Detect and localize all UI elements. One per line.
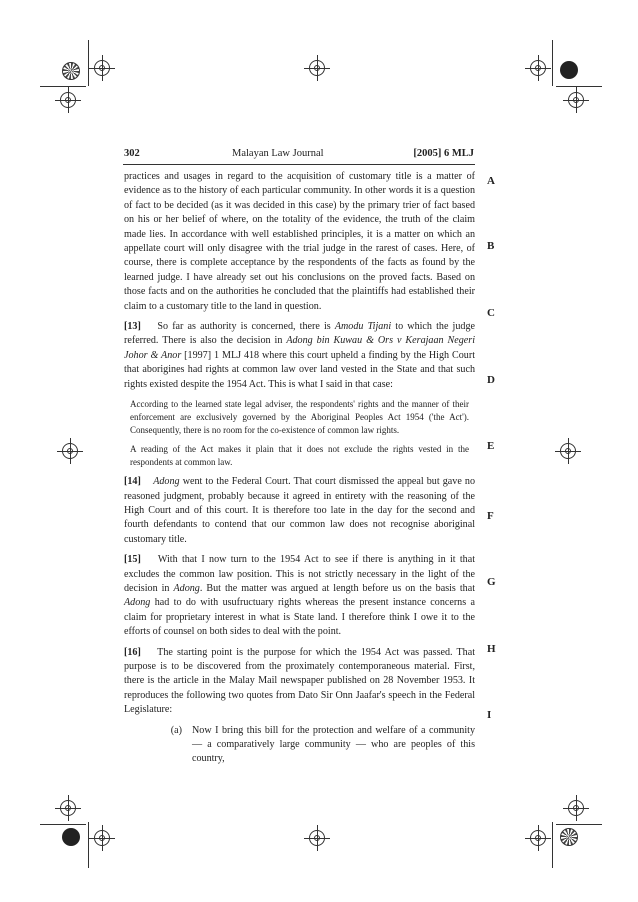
registration-mark-icon	[94, 830, 110, 846]
registration-mark-icon	[530, 830, 546, 846]
margin-letter: A	[487, 175, 495, 187]
registration-mark-icon	[309, 830, 325, 846]
block-quote: A reading of the Act makes it plain that it does not exclude the rights vested in the respondents at common law.	[130, 444, 469, 468]
solid-circle-icon	[560, 61, 578, 79]
item-text: Now I bring this bill for the protection and welfare of a community — a comparatively large community — who are peoples of this country,	[192, 724, 475, 765]
margin-letter: H	[487, 643, 496, 655]
quoted-item-a	[124, 724, 475, 767]
paragraph-16: [16] The starting point is the purpose for which the 1954 Act was passed. That purpose is to be discovered from the proximately contemporaneous material. First, there is the article in the Malay Mail newspaper published on 28 November 1953. It reproduces the following two quotes from Dato Sir Onn Jaafar's speech in the Federal Legislature:	[124, 646, 475, 716]
page-number: 302	[124, 148, 140, 159]
journal-title: Malayan Law Journal	[232, 148, 324, 159]
case-name: Adong bin Kuwau & Ors v Kerajaan Negeri Johor & Anor	[124, 335, 475, 361]
margin-letter: I	[487, 709, 492, 721]
registration-mark-icon	[560, 443, 576, 459]
margin-letter: F	[487, 510, 494, 522]
registration-mark-icon	[62, 443, 78, 459]
paragraph-number: [16]	[124, 646, 141, 658]
paragraph-number: [15]	[124, 554, 141, 566]
margin-letter: C	[487, 307, 495, 319]
case-name: Adong	[124, 597, 151, 609]
registration-mark-icon	[530, 60, 546, 76]
margin-letter: G	[487, 576, 496, 588]
registration-mark-icon	[309, 60, 325, 76]
color-wheel-icon	[62, 62, 80, 80]
paragraph-15: [15] With that I now turn to the 1954 Act to see if there is anything in it that excludes the common law position. This is not strictly necessary in the light of the decision in Adong. But the matter was argued at length before us on the basis that Adong had to do with usufructuary rights whereas the present instance concerns a claim for proprietary interest in what is State land. I therefore think I owe it to the efforts of counsel on both sides to deal with the point.	[124, 554, 475, 638]
header-rule	[123, 164, 475, 165]
case-name: Adong	[153, 476, 180, 488]
margin-letter: D	[487, 374, 495, 386]
paragraph-14: [14] Adong went to the Federal Court. That court dismissed the appeal but gave no reasoned judgment, probably because it agreed in entirety with the reasoning of the High Court and of this court. It is therefore too late in the day for the second and fourth defendants to contend that our common law does not recognise aboriginal customary title.	[124, 476, 476, 545]
registration-mark-icon	[94, 60, 110, 76]
margin-letter: E	[487, 440, 495, 452]
paragraph-13: [13] So far as authority is concerned, there is Amodu Tijani to which the judge referred. There is also the decision in Adong bin Kuwau & Ors v Kerajaan Negeri Johor & Anor [1997] 1 MLJ 418 where this court upheld a finding by the High Court that aborigines had rights at common law over land vested in the State and that such rights existed despite the 1954 Act. This is what I said in that case:	[124, 321, 475, 390]
paragraph-number: [13]	[124, 321, 141, 333]
registration-mark-icon	[60, 800, 76, 816]
solid-circle-icon	[62, 828, 80, 846]
registration-mark-icon	[568, 800, 584, 816]
journal-citation: [2005] 6 MLJ	[413, 148, 474, 159]
judgment-body	[124, 170, 475, 767]
case-name: Adong	[173, 582, 200, 594]
registration-mark-icon	[60, 92, 76, 108]
case-name: Amodu Tijani	[334, 321, 392, 333]
item-label: (a)	[170, 724, 182, 736]
paragraph-continuation: practices and usages in regard to the acquisition of customary title is a matter of evidence as to the history of each particular community. In other words it is a question of fact to be decided (as it was decided in this case) by the primary trier of fact based on his or her belief of where, on the totality of the evidence, the truth of the claim made lies. In accordance with well established principles, it is a matter on which an appellate court will only disagree with the trial judge in the rarest of cases. Here, of course, there is complete acceptance by the respondents of the facts as found by the learned judge. I have already set out his conclusions on the proved facts. Based on those facts and on the authorities he concluded that the plaintiffs had established their claim to a customary title to the land in question.	[124, 171, 475, 312]
margin-letter: B	[487, 240, 495, 252]
paragraph-number: [14]	[124, 476, 141, 488]
block-quote: According to the learned state legal adviser, the respondents' rights and the manner of their enforcement are exclusively governed by the Aboriginal Peoples Act 1954 ('the Act'). Consequently, there is no room for the co-existence of common law rights.	[130, 399, 469, 436]
color-wheel-icon	[560, 828, 578, 846]
running-header	[124, 148, 474, 162]
registration-mark-icon	[568, 92, 584, 108]
